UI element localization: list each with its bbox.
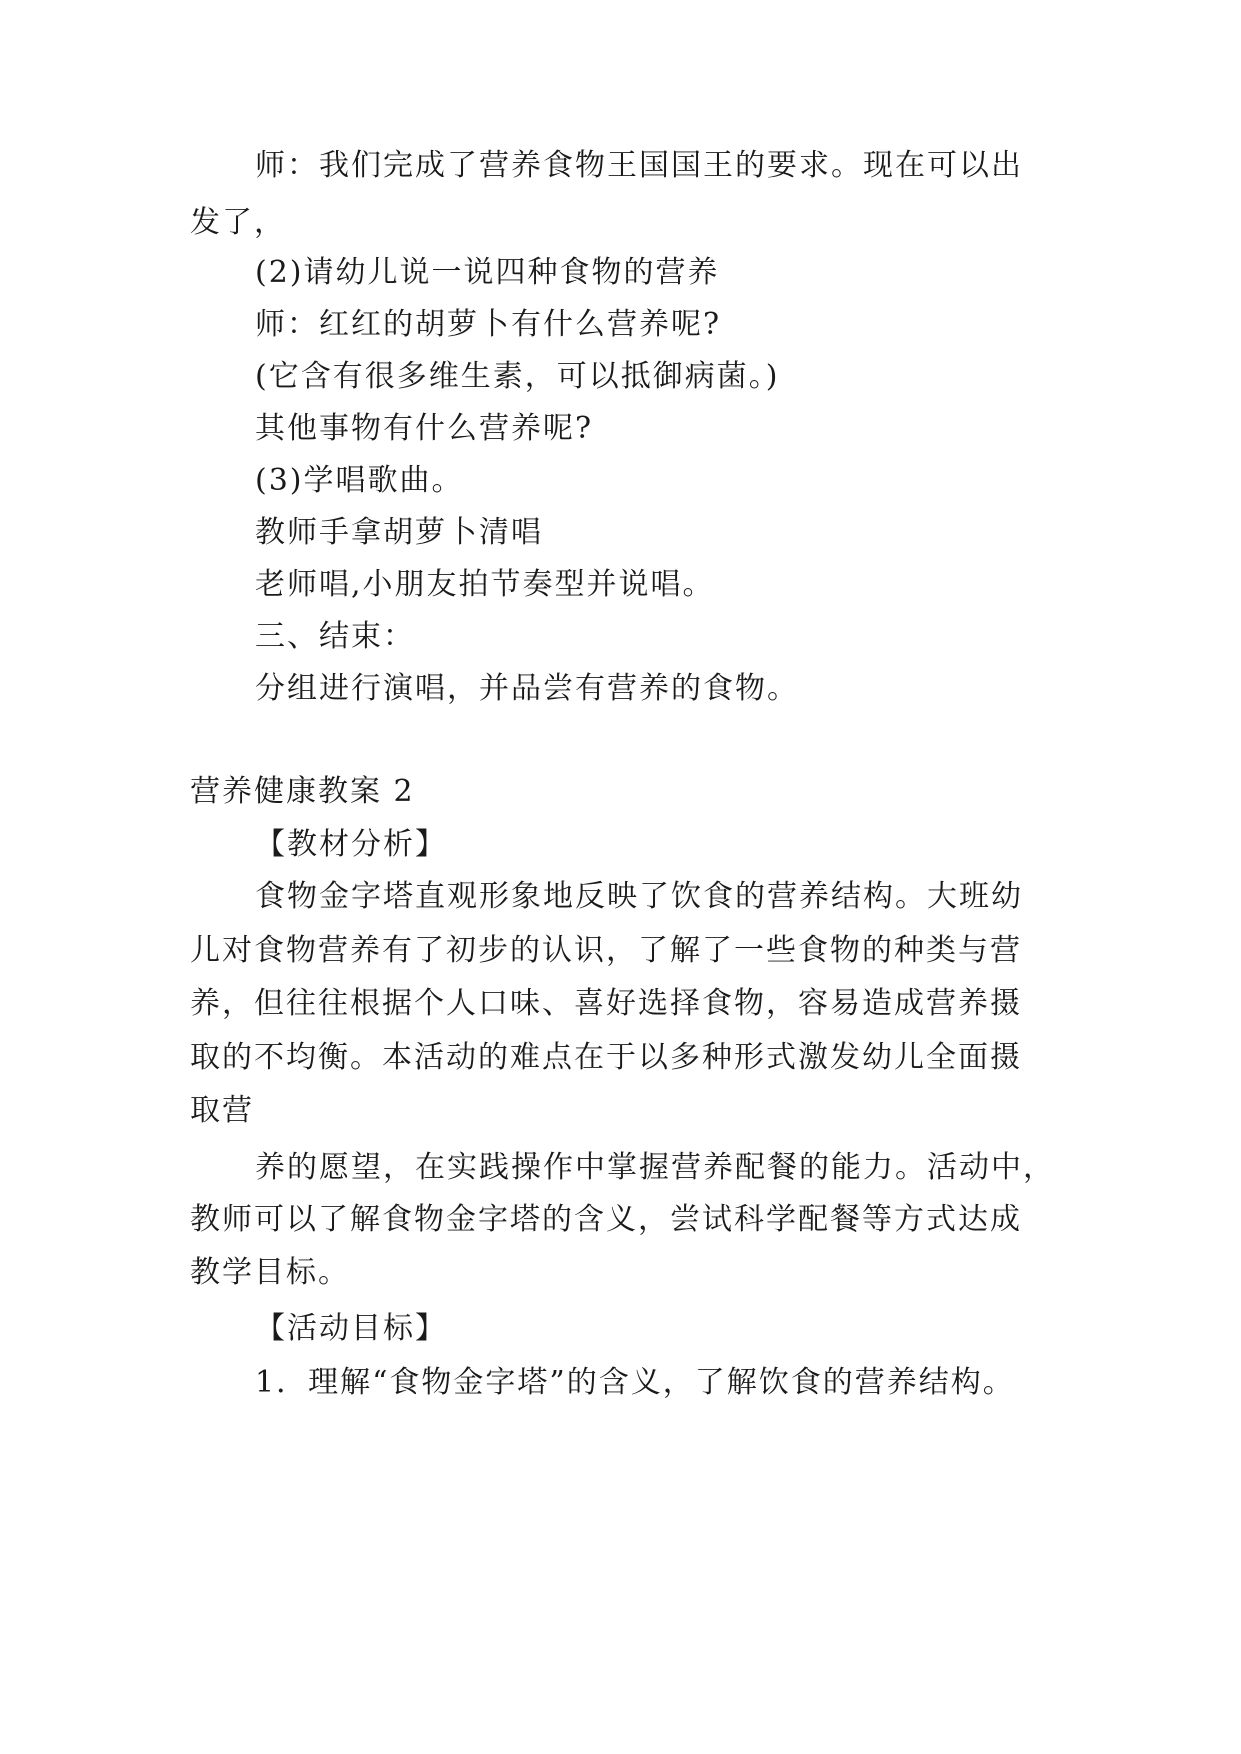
paragraph-line: (3)学唱歌曲。 [255,463,464,498]
section-heading: 三、结束： [255,619,415,654]
paragraph-line: 老师唱,小朋友拍节奏型并说唱。 [255,567,715,602]
paragraph-line: (2)请幼儿说一说四种食物的营养 [255,255,720,290]
paragraph-line: 教学目标。 [190,1255,350,1290]
paragraph-line: 取营 [190,1093,254,1128]
paragraph-line: 儿对食物营养有了初步的认识，了解了一些食物的种类与营 [190,933,1022,968]
paragraph-line: 教师手拿胡萝卜清唱 [255,515,543,550]
paragraph-line: 发了， [190,205,286,240]
document-title: 营养健康教案 2 [190,774,415,809]
paragraph-line: 师：红红的胡萝卜有什么营养呢? [255,307,722,342]
section-heading: 【活动目标】 [255,1311,447,1346]
paragraph-line: 食物金字塔直观形象地反映了饮食的营养结构。大班幼 [255,879,1023,914]
paragraph-line: 养的愿望，在实践操作中掌握营养配餐的能力。活动中， [255,1150,1055,1185]
paragraph-line: 1．理解“食物金字塔”的含义，了解饮食的营养结构。 [255,1365,1015,1400]
paragraph-line: (它含有很多维生素，可以抵御病菌。) [255,359,780,394]
section-heading: 【教材分析】 [255,827,447,862]
paragraph-line: 其他事物有什么营养呢? [255,411,594,446]
paragraph-line: 分组进行演唱，并品尝有营养的食物。 [255,671,799,706]
paragraph-line: 取的不均衡。本活动的难点在于以多种形式激发幼儿全面摄 [190,1040,1022,1075]
paragraph-line: 教师可以了解食物金字塔的含义，尝试科学配餐等方式达成 [190,1202,1022,1237]
paragraph-line: 养，但往往根据个人口味、喜好选择食物，容易造成营养摄 [190,986,1022,1021]
paragraph-line: 师：我们完成了营养食物王国国王的要求。现在可以出 [255,148,1023,183]
